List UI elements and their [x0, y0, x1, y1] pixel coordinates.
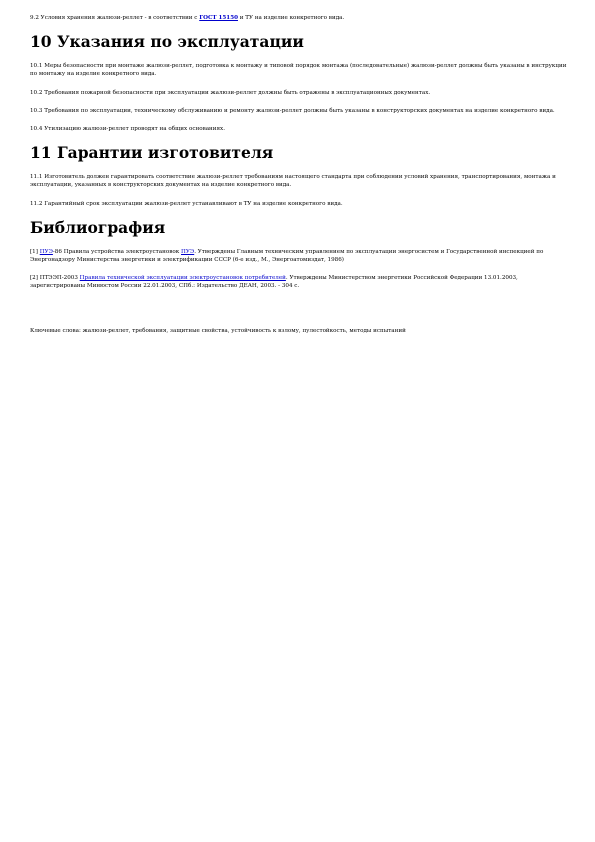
paragraph-9-2 — [30, 14, 570, 22]
paragraph-10-3: 10.3 Требования по эксплуатации, техническому обслуживанию и ремонту жалюзи-реллет должны быть указаны в конструкторских документах на изделие конкретного вида. — [30, 107, 555, 114]
keywords: Ключевые слова: жалюзи-реллет, требования, защитные свойства, устойчивость к взлому, пулестойкость, методы испытаний — [30, 327, 406, 334]
pue-link-1[interactable]: ПУЭ — [39, 248, 53, 255]
paragraph-10-4: 10.4 Утилизацию жалюзи-реллет проводят на общих основаниях. — [30, 126, 225, 133]
paragraph-10-1: 10.1 Меры безопасности при монтаже жалюзи-реллет, подготовка к монтажу и типовой порядок монтажа (последовательные) жалюзи-реллет должны быть указаны в инструкции по монтажу на изделие конкретного вида. — [30, 63, 567, 78]
bibliography-item-1-rest: . Утверждены Главным техническим управлением по эксплуатации энергосистем и Государственной инспекцией по Энергонадзору Министерства энергетики и электрификации СССР (6-е изд., М., Энергоатомиздат, 1986) — [30, 248, 544, 264]
document-content — [30, 14, 570, 335]
bibliography-item-1-mid: -86 Правила устройства электроустановок — [52, 248, 181, 255]
paragraph-11-2: 11.2 Гарантийный срок эксплуатации жалюзи-реллет устанавливают в ТУ на изделие конкретного вида. — [30, 200, 343, 207]
bibliography-item-2-prefix: [2] ПТЭЭП-2003 — [30, 275, 80, 282]
paragraph-10-2: 10.2 Требования пожарной безопасности при эксплуатации жалюзи-реллет должны быть отражены в эксплуатационных документах. — [30, 89, 431, 96]
bibliography-item-2-rest: . Утверждены Министерством энергетики Российской Федерации 13.01.2003, зарегистрированы Минюстом России 22.01.2003, СПб.: Издательство ДЕАН, 2003. - 304 с. — [30, 275, 518, 290]
bibliography-item-1-prefix: [1] — [30, 248, 40, 255]
section-10-heading: 10 Указания по эксплуатации — [30, 32, 304, 52]
bibliography-item-1 — [30, 248, 570, 264]
paragraph-11-1: 11.1 Изготовитель должен гарантировать соответствие жалюзи-реллет требованиям настоящего стандарта при соблюдении условий хранения, транспортирования, монтажа и эксплуатации, указанных в конструкторских документах на изделие конкретного вида. — [30, 174, 556, 189]
paragraph-9-2-text-after: и ТУ на изделие конкретного вида. — [237, 15, 345, 21]
bibliography-item-2 — [30, 274, 570, 290]
section-11-heading: 11 Гарантии изготовителя — [30, 143, 274, 163]
pteep-link[interactable]: Правила технической эксплуатации электроустановок потребителей — [79, 275, 286, 282]
pue-link-2[interactable]: ПУЭ — [181, 248, 195, 255]
paragraph-9-2-text-before: 9.2 Условия хранения жалюзи-реллет - в соответствии с — [30, 15, 200, 21]
bibliography-heading: Библиография — [30, 217, 166, 237]
gost-15150-link[interactable]: ГОСТ 15150 — [199, 15, 238, 21]
